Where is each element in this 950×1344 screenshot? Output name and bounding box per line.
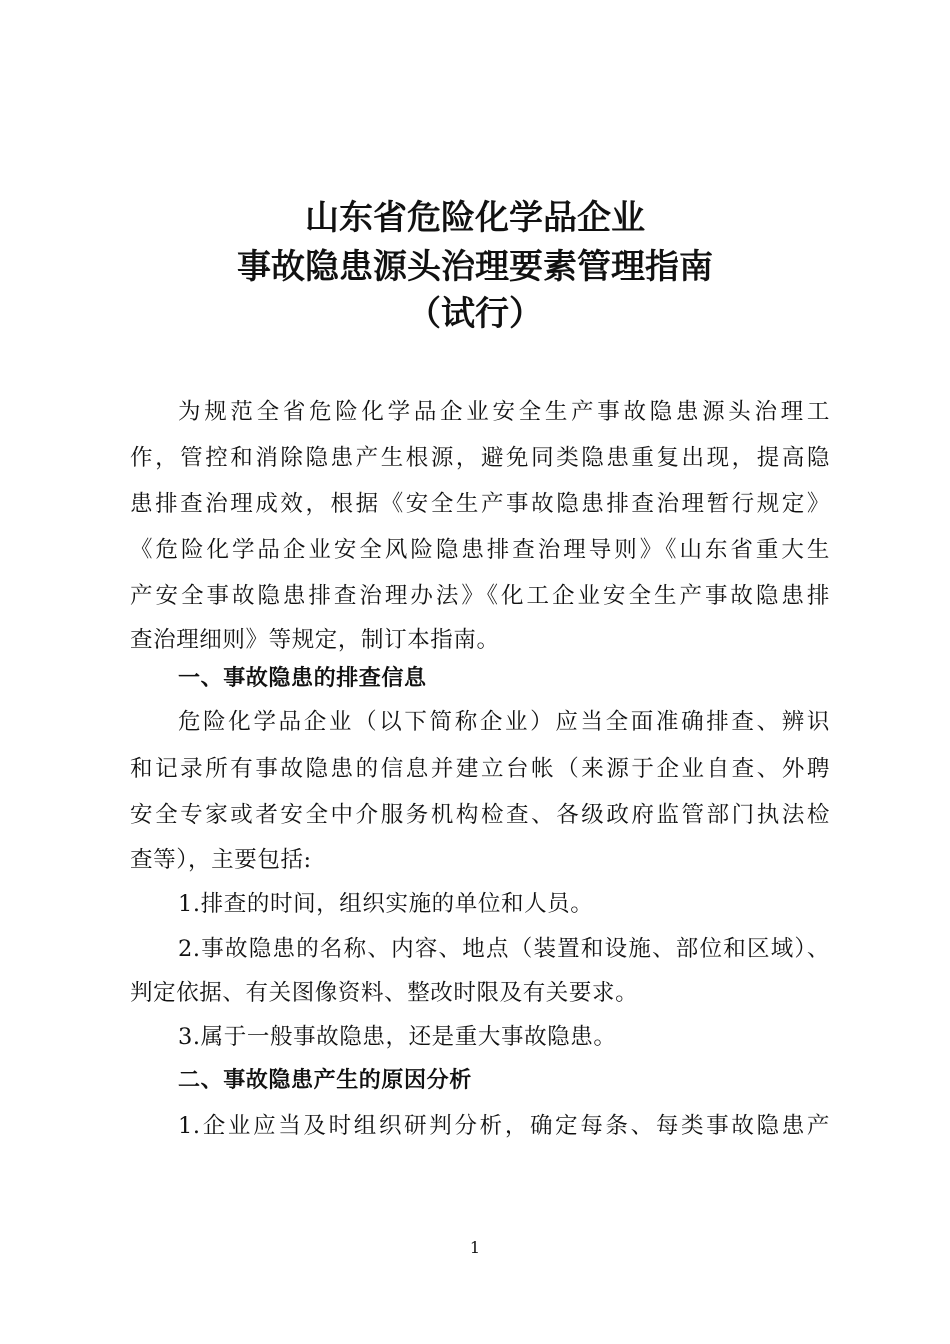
section1-paragraph-line: 查等），主要包括:: [130, 847, 312, 873]
intro-paragraph-line: 产安全事故隐患排查治理办法》《化工企业安全生产事故隐患排: [130, 583, 830, 609]
section1-item-1: 1.排查的时间，组织实施的单位和人员。: [178, 891, 594, 917]
section1-paragraph-line: 危险化学品企业（以下简称企业）应当全面准确排查、辨识: [178, 709, 830, 735]
section1-item-2-line-2: 判定依据、有关图像资料、整改时限及有关要求。: [130, 980, 639, 1006]
document-title-line-1: 山东省危险化学品企业: [305, 198, 645, 238]
section1-paragraph-line: 安全专家或者安全中介服务机构检查、各级政府监管部门执法检: [130, 802, 830, 828]
intro-paragraph-line: 《危险化学品企业安全风险隐患排查治理导则》《山东省重大生: [130, 537, 830, 563]
intro-paragraph-line: 患排查治理成效，根据《安全生产事故隐患排查治理暂行规定》: [130, 491, 830, 517]
intro-paragraph-line: 查治理细则》等规定，制订本指南。: [130, 627, 500, 653]
section2-item-1-line: 1.企业应当及时组织研判分析，确定每条、每类事故隐患产: [178, 1113, 830, 1139]
section1-paragraph-line: 和记录所有事故隐患的信息并建立台帐（来源于企业自查、外聘: [130, 756, 830, 782]
section-heading-2: 二、事故隐患产生的原因分析: [178, 1068, 472, 1093]
document-title-line-3: （试行）: [407, 294, 543, 334]
section1-item-2-line-1: 2.事故隐患的名称、内容、地点（装置和设施、部位和区域）、: [178, 936, 830, 962]
intro-paragraph-line: 作，管控和消除隐患产生根源，避免同类隐患重复出现，提高隐: [130, 445, 830, 471]
document-title-line-2: 事故隐患源头治理要素管理指南: [237, 247, 713, 287]
section1-item-3: 3.属于一般事故隐患，还是重大事故隐患。: [178, 1024, 617, 1050]
page-number: 1: [469, 1238, 481, 1257]
section-heading-1: 一、事故隐患的排查信息: [178, 666, 427, 691]
intro-paragraph-line: 为规范全省危险化学品企业安全生产事故隐患源头治理工: [178, 399, 830, 425]
